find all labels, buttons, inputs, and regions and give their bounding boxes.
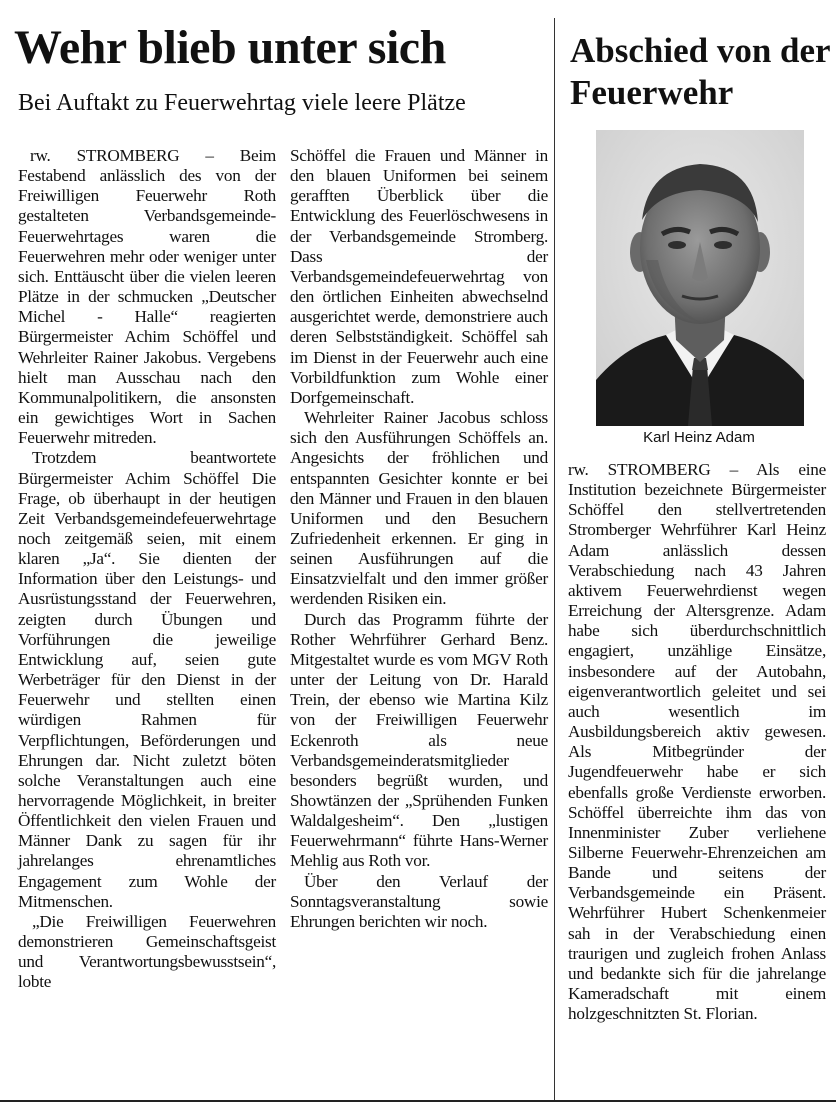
- paragraph: rw. STROMBERG – Als eine Institution bezeichnete Bürgermeister Schöffel den stellvertretenden Stromberger Wehrführer Karl Heinz Adam anlässlich dessen Verabschiedung nach 43 Jahren aktivem Feuerwehrdienst wegen Erreichung der Altersgrenze. Adam habe sich überdurchschnittlich engagiert, unzählige Einsätze, insbesondere auf der Autobahn, eigenverantwortlich geleitet und sei auch wesentlich im Ausbildungsbereich aktiv gewesen. Als Mitbegründer der Jugendfeuerwehr habe er sich ebenfalls große Verdienste erworben. Schöffel überreichte ihm das von Innenminister Zuber verliehene Silberne Feuerwehr-Ehrenzeichen am Bande und seitens der Verbandsgemeinde ein Präsent. Wehrführer Hubert Schenkenmeier sah in der Verabschiedung einen traurigen und zugleich frohen Anlass und bedankte sich für die jahrelange Kameradschaft mit einem holzgeschnitzten St. Florian.: [568, 460, 826, 1024]
- portrait-photo: [596, 130, 804, 426]
- side-article: [568, 30, 830, 1024]
- paragraph: „Die Freiwilligen Feuerwehren demonstrieren Gemeinschaftsgeist und Verantwortungsbewusstsein“, lobte: [18, 911, 276, 992]
- bottom-rule: [0, 1100, 836, 1102]
- paragraph: Über den Verlauf der Sonntagsveranstaltung sowie Ehrungen berichten wir noch.: [290, 871, 548, 931]
- article-headline: Wehr blieb unter sich: [14, 21, 446, 74]
- article-columns: [18, 146, 548, 993]
- photo-caption: Karl Heinz Adam: [643, 429, 755, 446]
- article-subheadline: Bei Auftakt zu Feuerwehrtag viele leere Plätze: [18, 90, 466, 116]
- portrait-image: [596, 130, 804, 426]
- paragraph: Wehrleiter Rainer Jacobus schloss sich den Ausführungen Schöffels an. Angesichts der fröhlichen und entspannten Gesichter konnte er bei den Männer und Frauen in den blauen Uniformen und den Besuchern Zufriedenheit erkennen. Er ging in seinen Ausführungen auf die Einsatzvielfalt und den immer größer werdenden Risiken ein.: [290, 408, 548, 609]
- side-headline: Abschied von der Feuerwehr: [570, 31, 830, 112]
- article-column-1: [18, 146, 276, 993]
- side-article-body: [568, 460, 826, 1024]
- article-column-2: [290, 146, 548, 993]
- column-divider: [554, 18, 555, 1100]
- paragraph: Trotzdem beantwortete Bürgermeister Achim Schöffel Die Frage, ob überhaupt in der heutigen Zeit Verbandsgemeindefeuerwehrtage noch zeitgemäß seien, mit einem klaren „Ja“. Sie dienten der Information über den Leistungs- und Ausrüstungsstand der Feuerwehren, zeigten durch Übungen und Vorführungen die jeweilige Entwicklung auf, seien gute Werbeträger für den Dienst in der Feuerwehr und stellten einen würdigen Rahmen für Verpflichtungen, Beförderungen und Ehrungen dar. Nicht zuletzt böten solche Veranstaltungen auch eine hervorragende Möglichkeit, in breiter Öffentlichkeit den vielen Frauen und Männer Dank zu sagen für ihr jahrelanges ehrenamtliches Engagement zum Wohle der Mitmenschen.: [18, 448, 276, 911]
- paragraph: Schöffel die Frauen und Männer in den blauen Uniformen bei seinem gerafften Überblick über die Entwicklung des Feuerlöschwesens in der Verbandsgemeinde Stromberg. Dass der Verbandsgemeindefeuerwehrtag von den örtlichen Einheiten abwechselnd ausgerichtet werde, demonstriere auch deren Selbstständigkeit. Schöffel sah im Dienst in der Feuerwehr auch eine Vorbildfunktion zum Wohle einer Dorfgemeinschaft.: [290, 146, 548, 407]
- paragraph: Durch das Programm führte der Rother Wehrführer Gerhard Benz. Mitgestaltet wurde es vom MGV Roth unter der Leitung von Dr. Harald Trein, der ebenso wie Martina Kilz von der Freiwilligen Feuerwehr Eckenroth als neue Verbandsgemeinderatsmitglieder besonders begrüßt wurden, und Showtänzen der „Sprühenden Funken Waldalgesheim“. Den „lustigen Feuerwehrmann“ führte Hans-Werner Mehlig aus Roth vor.: [290, 609, 548, 871]
- paragraph: rw. STROMBERG – Beim Festabend anlässlich des von der Freiwilligen Feuerwehr Roth gestalteten Verbandsgemeinde-Feuerwehrtages waren die Feuerwehren mehr oder weniger unter sich. Enttäuscht über die vielen leeren Plätze in der schmucken „Deutscher Michel - Halle“ reagierten Bürgermeister Achim Schöffel und Wehrleiter Rainer Jakobus. Vergebens hielt man Ausschau nach den Kommunalpolitikern, die ansonsten ein gewichtiges Wort in Sachen Feuerwehr mitreden.: [18, 146, 276, 448]
- main-article: [10, 18, 548, 992]
